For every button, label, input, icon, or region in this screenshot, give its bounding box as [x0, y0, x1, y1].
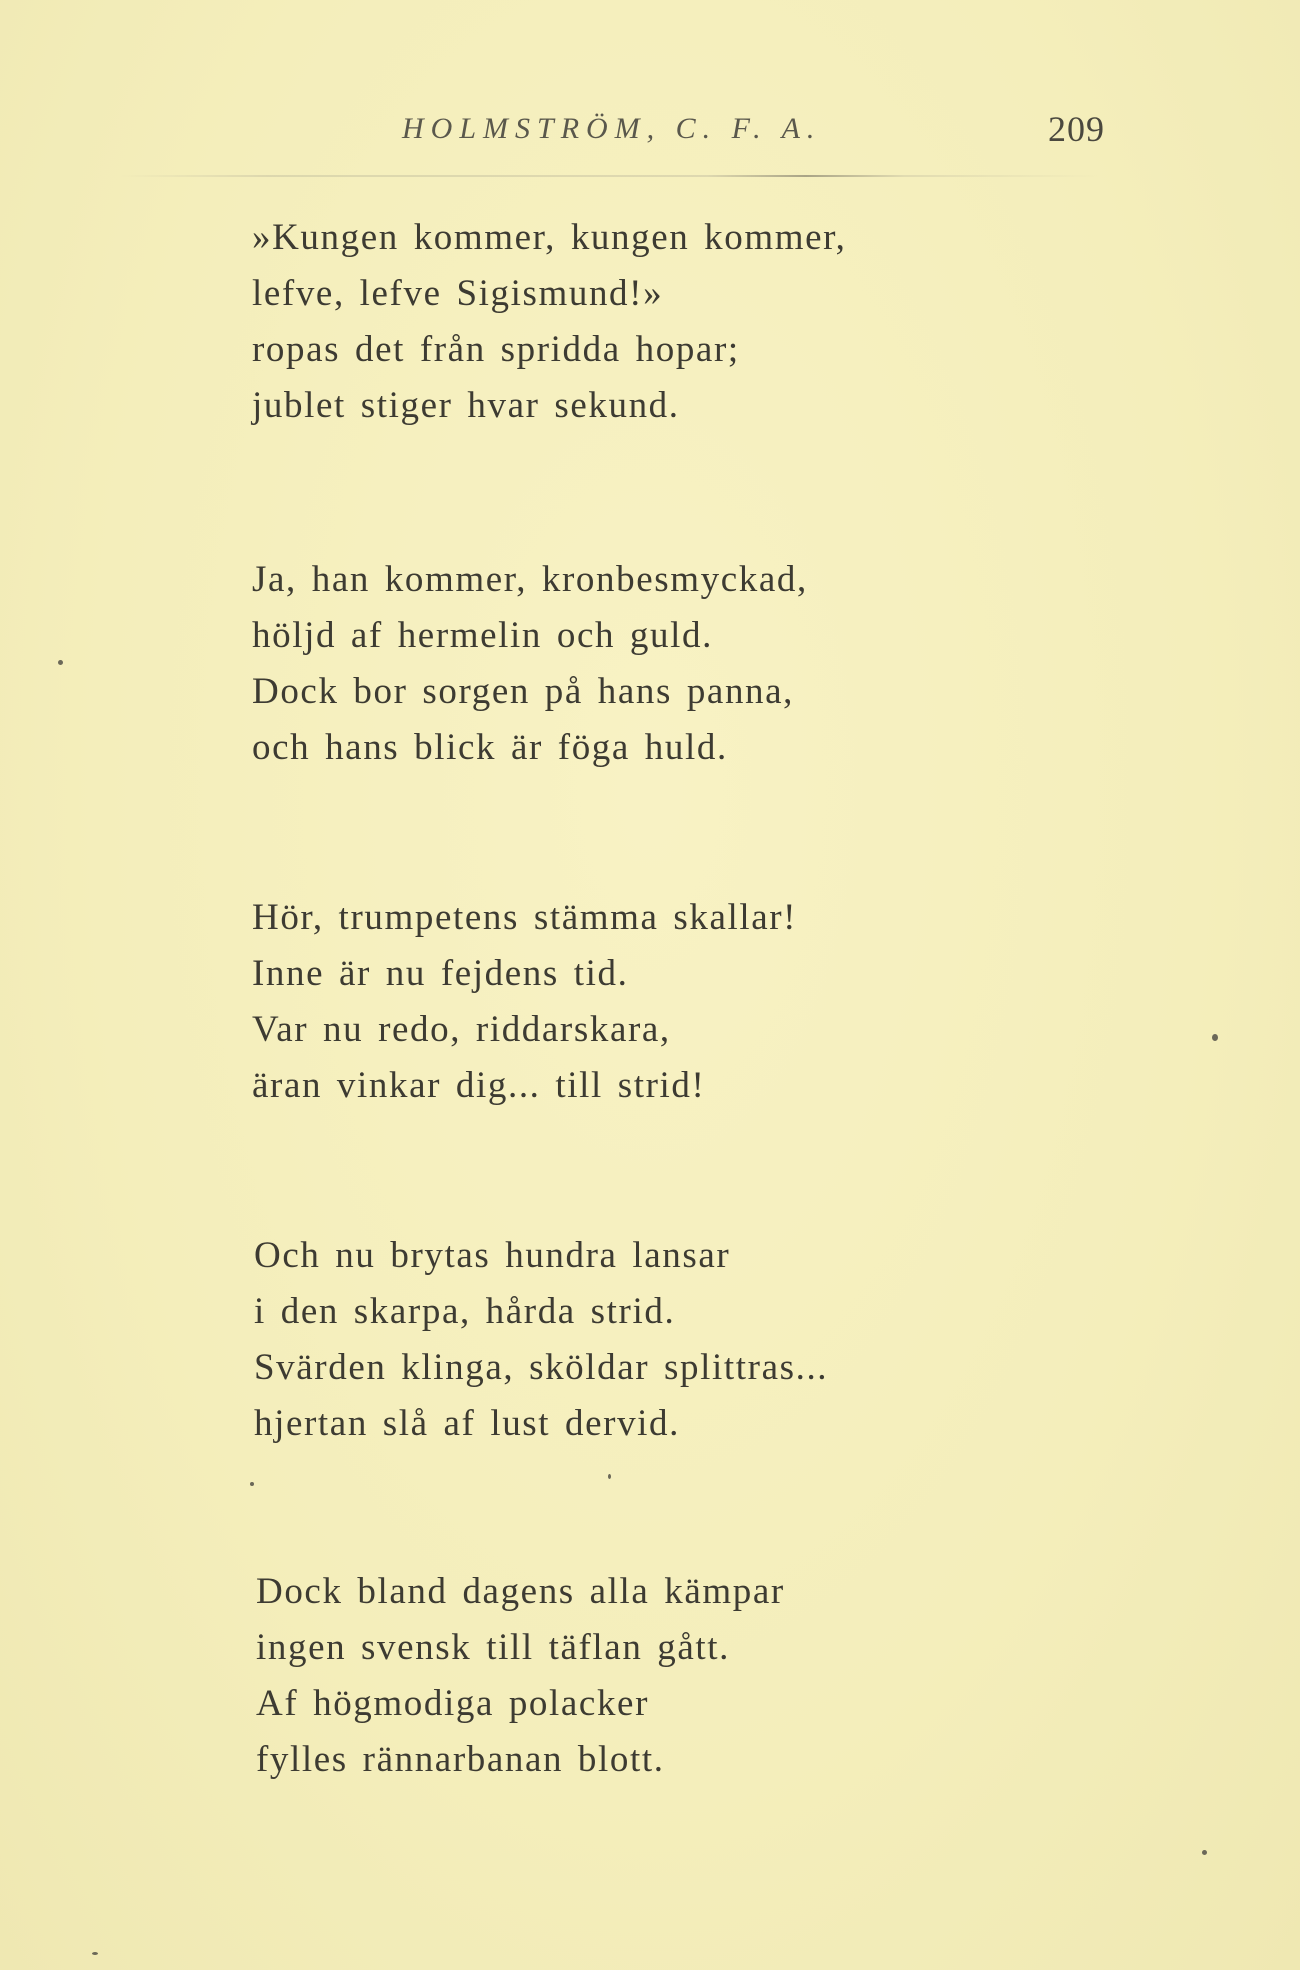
page-number: 209 [1048, 109, 1105, 149]
paper-speck [58, 660, 63, 665]
verse-line: Dock bor sorgen på hans panna, [252, 671, 795, 712]
verse-line: höljd af hermelin och guld. [252, 615, 713, 656]
verse-line: Och nu brytas hundra lansar [254, 1235, 731, 1276]
paper-speck [1212, 1034, 1218, 1041]
verse-line: Hör, trumpetens stämma skallar! [252, 897, 798, 938]
paper-speck [608, 1474, 611, 1479]
stanza-2 [252, 552, 808, 776]
running-head: HOLMSTRÖM, C. F. A. [402, 112, 822, 145]
verse-line: lefve, lefve Sigismund!» [252, 273, 664, 314]
header-rule [120, 175, 1100, 177]
stanza-4 [254, 1228, 828, 1452]
verse-line: Svärden klinga, sköldar splittras... [254, 1347, 829, 1388]
paper-speck [92, 1952, 98, 1955]
verse-line: »Kungen kommer, kungen kommer, [252, 217, 847, 258]
verse-line: hjertan slå af lust dervid. [254, 1403, 681, 1444]
verse-line: i den skarpa, hårda strid. [254, 1291, 676, 1332]
stanza-5 [256, 1564, 785, 1788]
verse-line: Inne är nu fejdens tid. [252, 953, 629, 994]
verse-line: Ja, han kommer, kronbesmyckad, [252, 559, 808, 600]
paper-speck [1202, 1850, 1207, 1855]
verse-line: ropas det från spridda hopar; [252, 329, 740, 370]
verse-line: fylles rännarbanan blott. [256, 1739, 665, 1780]
paper-speck [250, 1482, 254, 1486]
stanza-3 [252, 890, 797, 1114]
verse-line: Af högmodiga polacker [256, 1683, 649, 1724]
verse-line: och hans blick är föga huld. [252, 727, 728, 768]
verse-line: jublet stiger hvar sekund. [252, 385, 680, 426]
verse-line: äran vinkar dig... till strid! [252, 1065, 706, 1106]
verse-line: Dock bland dagens alla kämpar [256, 1571, 785, 1612]
verse-line: Var nu redo, riddarskara, [252, 1009, 671, 1050]
stanza-1 [252, 210, 846, 434]
verse-line: ingen svensk till täflan gått. [256, 1627, 730, 1668]
